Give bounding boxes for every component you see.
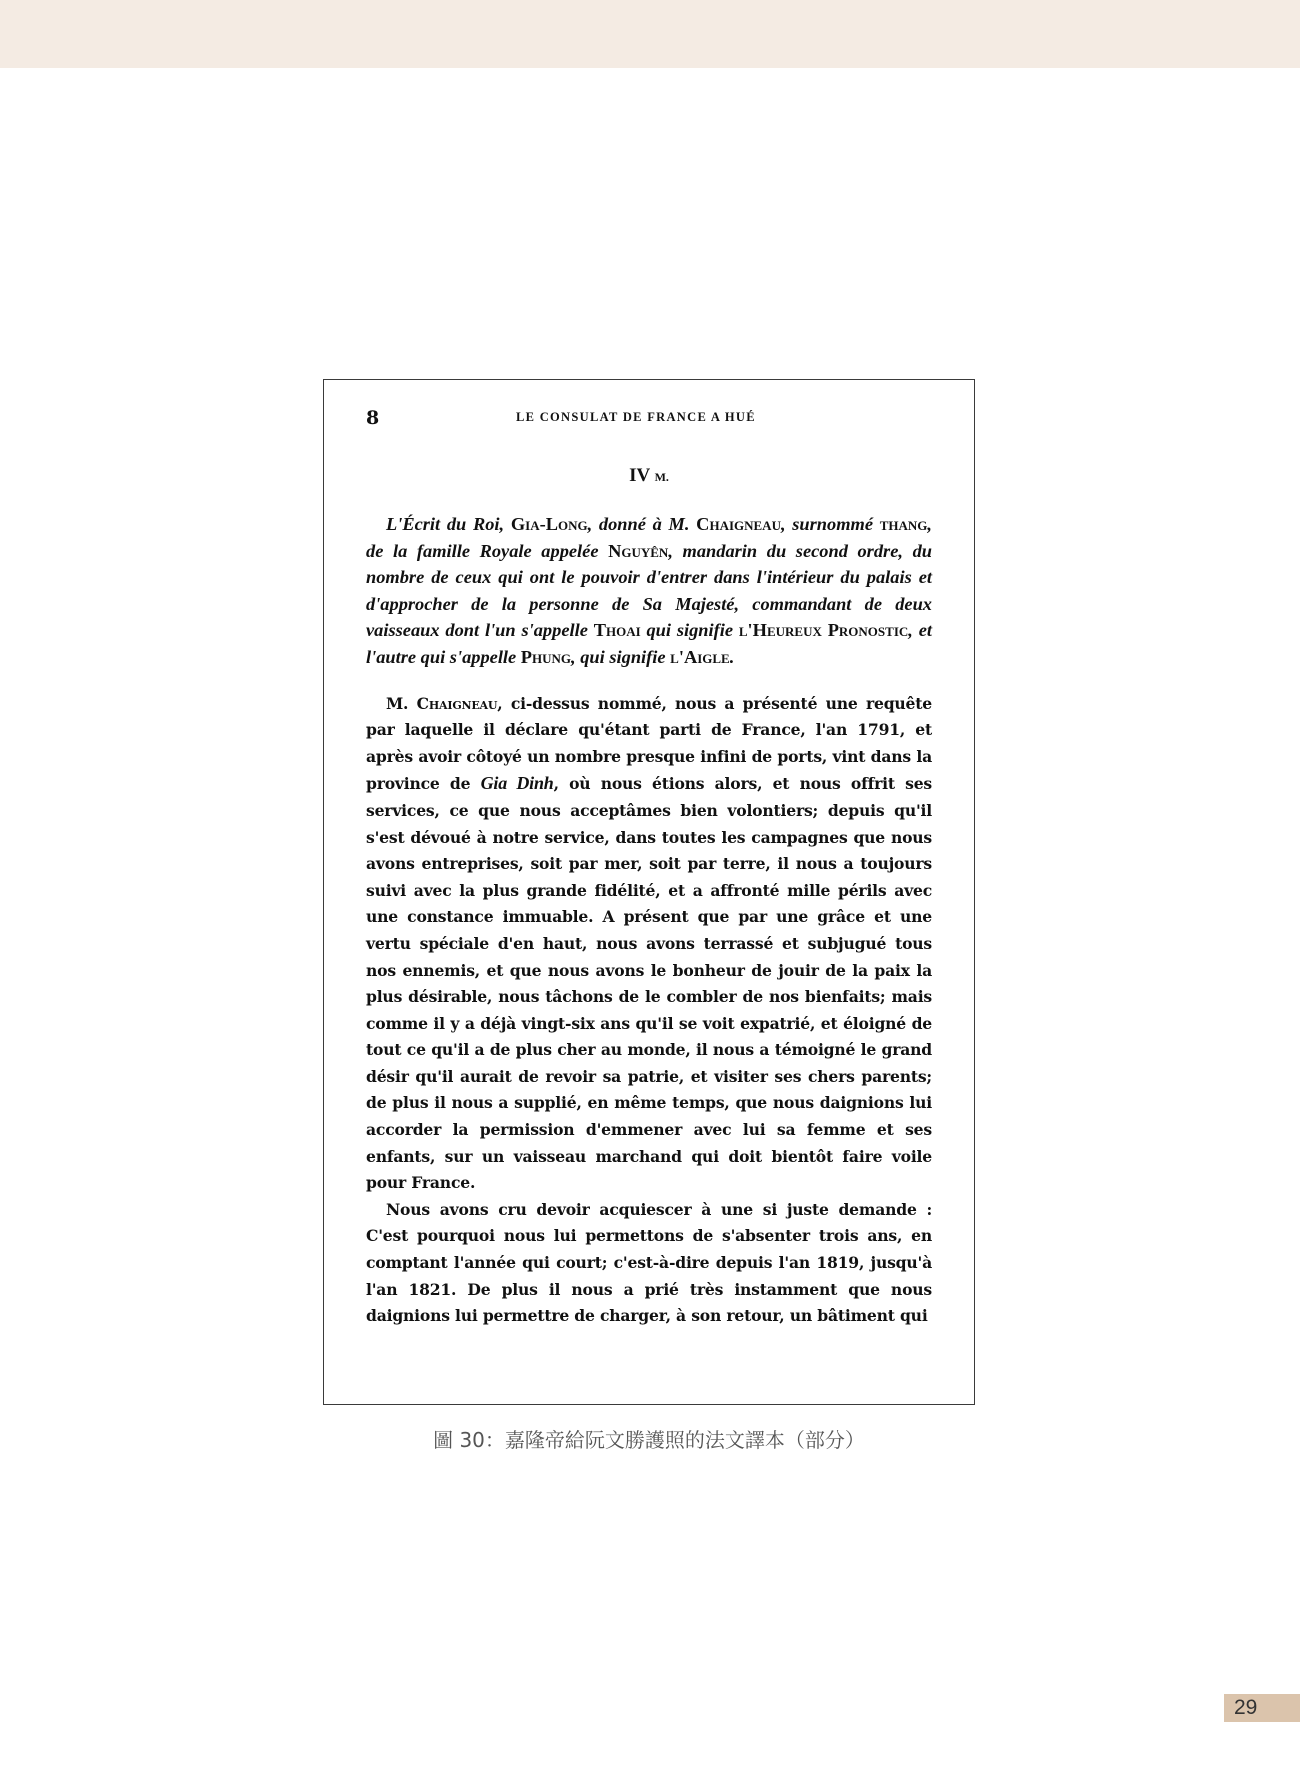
- running-head: [366, 407, 932, 433]
- heading-text: , donné à M.: [587, 514, 697, 534]
- heading-name-thoai: Thoai: [593, 620, 641, 641]
- heading-text: .: [729, 646, 735, 667]
- heading-text: , surnommé: [780, 514, 880, 534]
- heading-text: l': [738, 620, 753, 641]
- heading-text: qui signifie: [640, 620, 739, 641]
- section-title-main: IV: [629, 465, 650, 486]
- heading-name-thang: thang: [879, 514, 928, 534]
- section-title: [366, 465, 932, 487]
- name-chaigneau: Chaigneau: [416, 693, 498, 713]
- heading-text: L'Écrit du Roi,: [386, 514, 511, 534]
- document-text-area: [366, 407, 932, 1330]
- heading-name-aigle: Aigle: [683, 646, 730, 667]
- heading-name-chaigneau: Chaigneau: [696, 514, 781, 534]
- heading-name-heureux-pronostic: Heureux Pronostic: [752, 620, 909, 641]
- paragraph-text: , où nous étions alors, et nous offrit ses services, ce que nous acceptâmes bien volontiers; depuis qu'il s'est dévoué à notre service, dans toutes les campagnes que nous avons entreprises, soit par mer, soit par terre, il nous a toujours suivi avec la plus grande fidélité, et a affronté mille périls avec une constance immuable. A présent que par une grâce et une vertu spéciale d'en haut, nous avons terrassé et subjugué tous nos ennemis, et que nous avons le bonheur de jouir de la paix la plus désirable, nous tâchons de le combler de nos bienfaits; mais comme il y a déjà vingt-six ans qu'il se voit expatrié, et éloigné de tout ce qu'il a de plus cher au monde, il nous a témoigné le grand désir qu'il aurait de revoir sa patrie, et visiter ses chers parents; de plus il nous a supplié, en même temps, que nous daignions lui accorder la permission d'emmener avec lui sa femme et ses enfants, sur un vaisseau marchand qui doit bientôt faire voile pour France.: [366, 774, 933, 1193]
- figure-caption: 圖 30：嘉隆帝給阮文勝護照的法文譯本（部分）: [433, 1428, 865, 1452]
- paragraph-text: M.: [386, 693, 417, 713]
- heading-text: , et l'autre qui s'appelle: [366, 620, 932, 667]
- running-head-title: LE CONSULAT DE FRANCE A HUÉ: [516, 410, 756, 424]
- heading-text: , mandarin du second ordre, du nombre de ceux qui ont le pouvoir d'entrer dans l'intérieur du palais et d'approcher de la personne de Sa Majesté, commandant de deux vaisseaux dont l'un s'appelle: [366, 540, 932, 641]
- document-heading: [366, 511, 932, 671]
- scanned-document-image: [323, 379, 975, 1405]
- heading-name-nguyen: Nguyên: [608, 540, 669, 561]
- document-page-number: 8: [366, 407, 380, 429]
- page-number-tab: 29: [1224, 1694, 1300, 1722]
- body-paragraph-2: Nous avons cru devoir acquiescer à une si juste demande : C'est pourquoi nous lui permettons de s'absenter trois ans, en comptant l'année qui court; c'est-à-dire depuis l'an 1819, jusqu'à l'an 1821. De plus il nous a prié très instamment que nous daignions lui permettre de charger, à son retour, un bâtiment qui: [366, 1199, 932, 1326]
- heading-name-phung: Phung: [520, 646, 572, 667]
- heading-name-gia-long: Gia-Long: [510, 514, 588, 534]
- paragraph-text: , ci-dessus nommé, nous a présenté une requête par laquelle il déclare qu'étant parti de France, l'an 1791, et après avoir côtoyé un nombre presque infini de ports, vint dans la province de: [366, 693, 932, 794]
- place-gia-dinh: Gia Dinh: [480, 773, 554, 794]
- body-paragraph-1: [366, 691, 932, 1197]
- section-title-small: M.: [654, 470, 669, 484]
- heading-text: l': [670, 646, 684, 667]
- top-color-band: [0, 0, 1300, 68]
- heading-text: , de la famille Royale appelée: [366, 514, 932, 561]
- heading-text: , qui signifie: [571, 646, 671, 667]
